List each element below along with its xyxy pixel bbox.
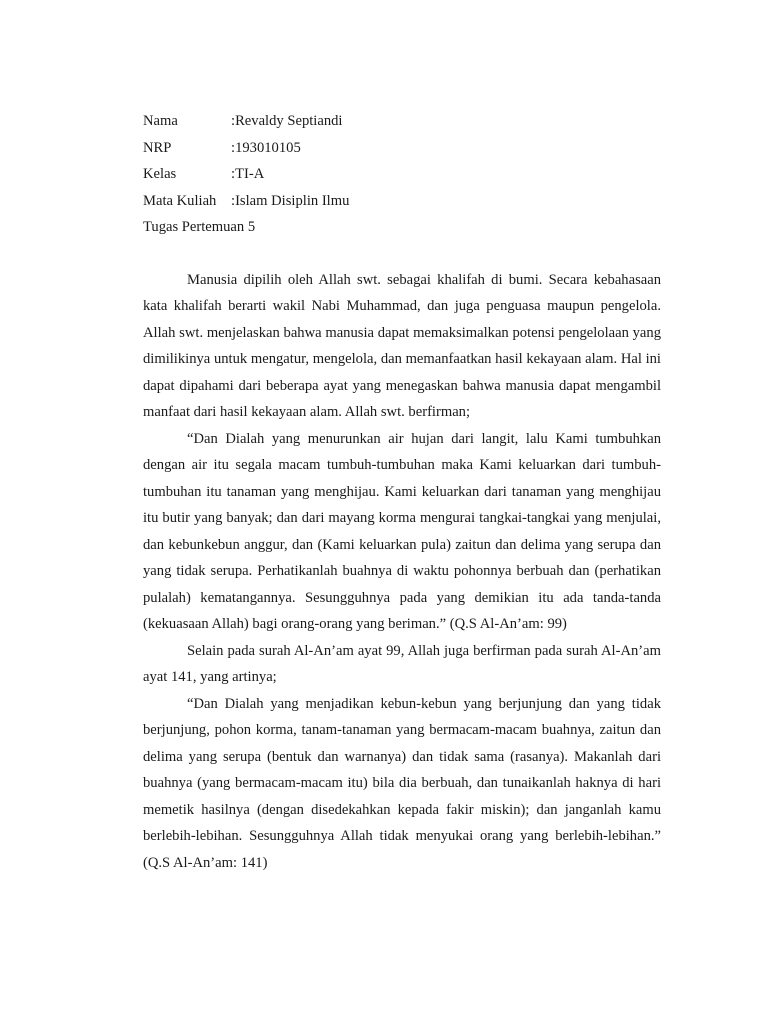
header-separator: : — [231, 192, 236, 209]
header-separator: : — [231, 166, 236, 182]
header-value: Islam Disiplin Ilmu — [235, 192, 350, 209]
header-row-kelas — [143, 161, 661, 188]
header-separator: : — [231, 113, 236, 129]
task-title: Tugas Pertemuan 5 — [143, 219, 256, 235]
header-value: 193010105 — [235, 139, 301, 156]
paragraph-quote-al-anam-141: “Dan Dialah yang menjadikan kebun-kebun yang berjunjung dan yang tidak berjunjung, pohon korma, tanam-tanaman yang bermacam-macam buahnya, zaitun dan delima yang serupa (bentuk dan warnanya) dan tidak sama (rasanya). Makanlah dari buahnya (yang bermacam-macam itu) bila dia berbuah, dan tunaikanlah haknya di hari memetik hasilnya (dengan disedekahkan kepada fakir miskin); dan janganlah kamu berlebih-lebihan. Sesungguhnya Allah tidak menyukai orang yang berlebih-lebihan.” (Q.S Al-An’am: 141) — [143, 695, 661, 871]
header-label: NRP — [143, 139, 172, 156]
header-row-mata-kuliah — [143, 188, 661, 215]
paragraph-quote-al-anam-99: “Dan Dialah yang menurunkan air hujan dari langit, lalu Kami tumbuhkan dengan air itu segala macam tumbuh-tumbuhan maka Kami keluarkan dari tumbuh-tumbuhan itu tanaman yang menghijau. Kami keluarkan dari tanaman yang menghijau itu butir yang banyak; dan dari mayang korma mengurai tangkai-tangkai yang menjulai, dan kebunkebun anggur, dan (Kami keluarkan pula) zaitun dan delima yang serupa dan yang tidak serupa. Perhatikanlah buahnya di waktu pohonnya berbuah dan (perhatikan pulalah) kematangannya. Sesungguhnya pada yang demikian itu ada tanda-tanda (kekuasaan Allah) bagi orang-orang yang beriman.” (Q.S Al-An’am: 99) — [143, 430, 661, 632]
header-row-nama — [143, 108, 661, 135]
document-page — [143, 108, 661, 876]
header-block — [143, 108, 661, 241]
header-separator: : — [231, 139, 236, 156]
header-value: Revaldy Septiandi — [235, 113, 343, 129]
header-label: Kelas — [143, 166, 177, 182]
paragraph-transition: Selain pada surah Al-An’am ayat 99, Allah juga berfirman pada surah Al-An’am ayat 141, yang artinya; — [143, 642, 661, 685]
paragraph-khalifah: Manusia dipilih oleh Allah swt. sebagai khalifah di bumi. Secara kebahasaan kata khalifah berarti wakil Nabi Muhammad, dan juga penguasa maupun pengelola. Allah swt. menjelaskan bahwa manusia dapat memaksimalkan potensi pengelolaan yang dimilikinya untuk mengatur, mengelola, dan memanfaatkan hasil kekayaan alam. Hal ini dapat dipahami dari beberapa ayat yang menegaskan bahwa manusia dapat mengambil manfaat dari hasil kekayaan alam. Allah swt. berfirman; — [143, 271, 661, 420]
body-text — [143, 267, 661, 877]
header-row-nrp — [143, 135, 661, 162]
header-label: Nama — [143, 113, 178, 129]
header-label: Mata Kuliah — [143, 192, 217, 209]
header-value: TI-A — [235, 166, 265, 182]
